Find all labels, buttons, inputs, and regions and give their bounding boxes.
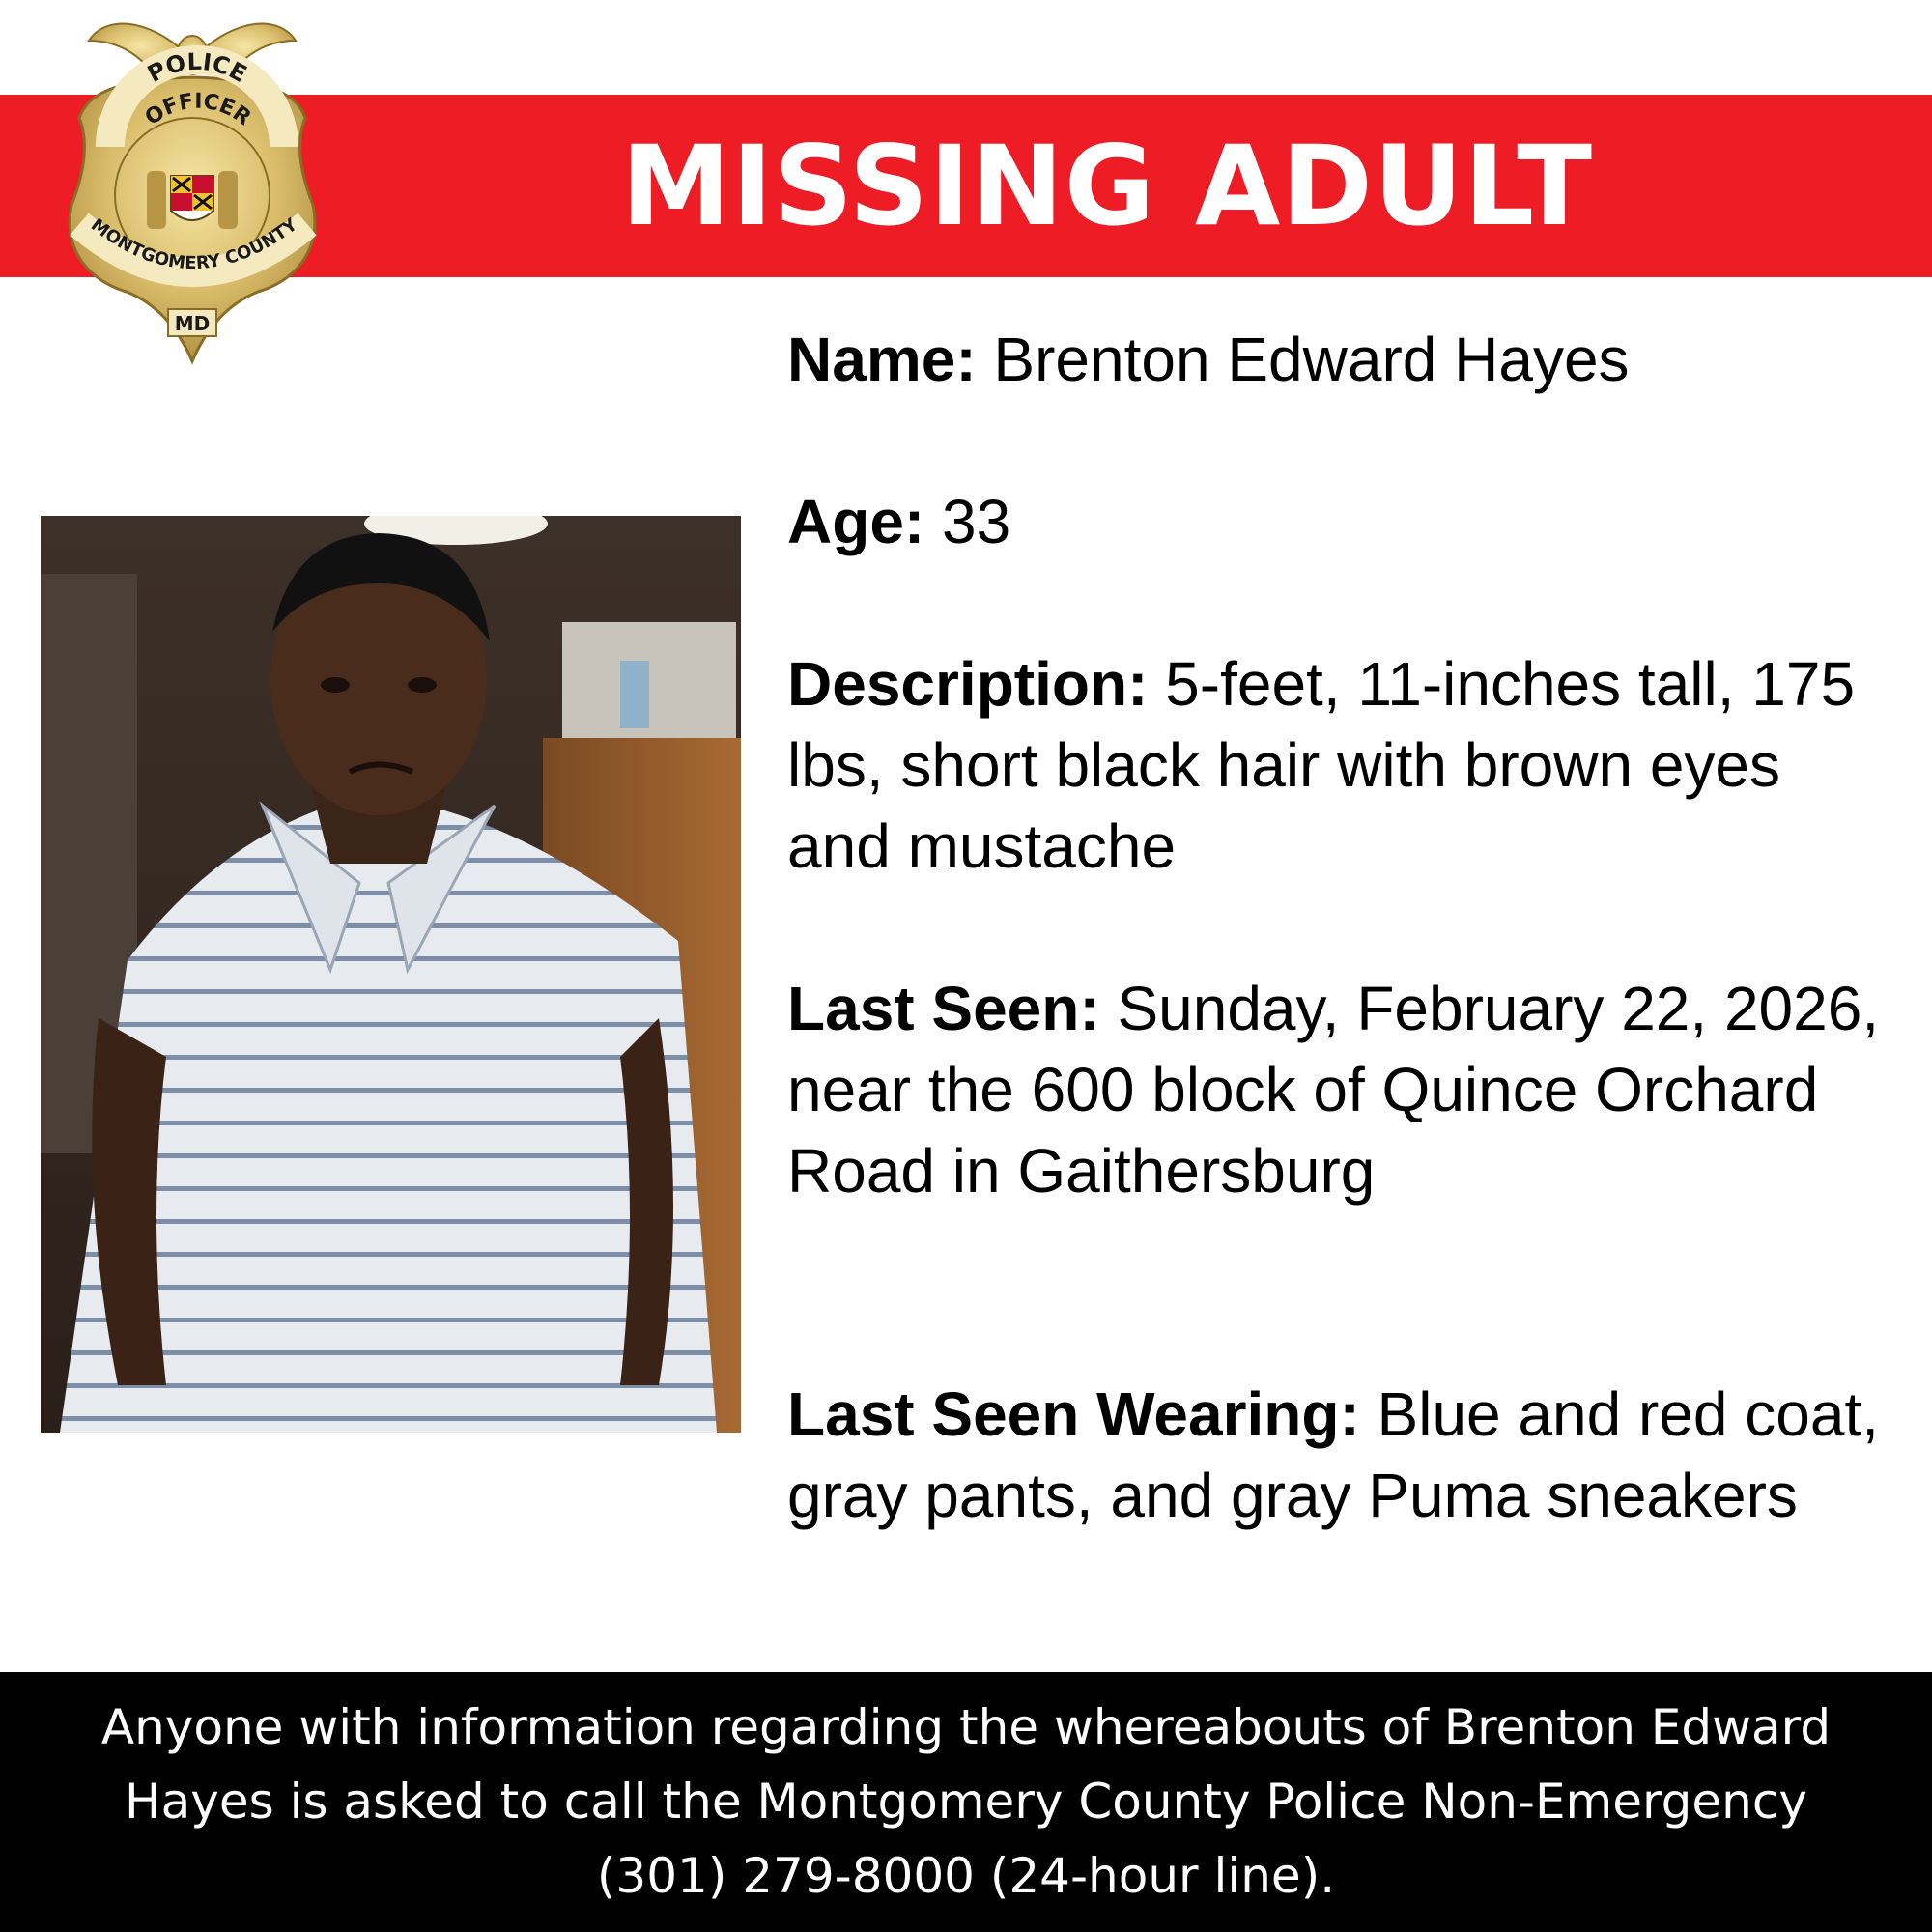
age-field [787,481,1889,562]
police-badge-logo [50,2,334,369]
last-seen-wearing-field [787,1374,1889,1536]
badge-county-text: MONTGOMERY COUNTY [87,214,301,274]
name-value: Brenton Edward Hayes [993,325,1630,394]
contact-instructions: Anyone with information regarding the whereabouts of Brenton Edward Hayes is asked to call the Montgomery County Police Non-Emergency (301) 279-8000 (24-hour line). [100,1699,1832,1904]
description-field [787,643,1889,887]
last-seen-value: Sunday, February 22, 2026, near the 600 block of Quince Orchard Road in Gaithersburg [787,974,1880,1206]
age-label: Age: [787,487,942,556]
description-label: Description: [787,649,1166,719]
badge-state-text: MD [174,312,211,335]
missing-person-photo [41,516,741,1433]
contact-footer [0,1672,1932,1932]
poster-title: MISSING ADULT [621,122,1593,250]
last-seen-label: Last Seen: [787,974,1118,1043]
last-seen-field [787,968,1889,1211]
description-value: 5-feet, 11-inches tall, 175 lbs, short black hair with brown eyes and mustache [787,649,1856,881]
age-value: 33 [942,487,1011,556]
name-label: Name: [787,325,994,394]
name-field [787,319,1889,400]
badge-mid-text: OFFICER [140,89,256,131]
last-seen-wearing-value: Blue and red coat, gray pants, and gray Puma sneakers [787,1379,1879,1530]
last-seen-wearing-label: Last Seen Wearing: [787,1379,1378,1449]
badge-top-text: POLICE [143,47,252,88]
